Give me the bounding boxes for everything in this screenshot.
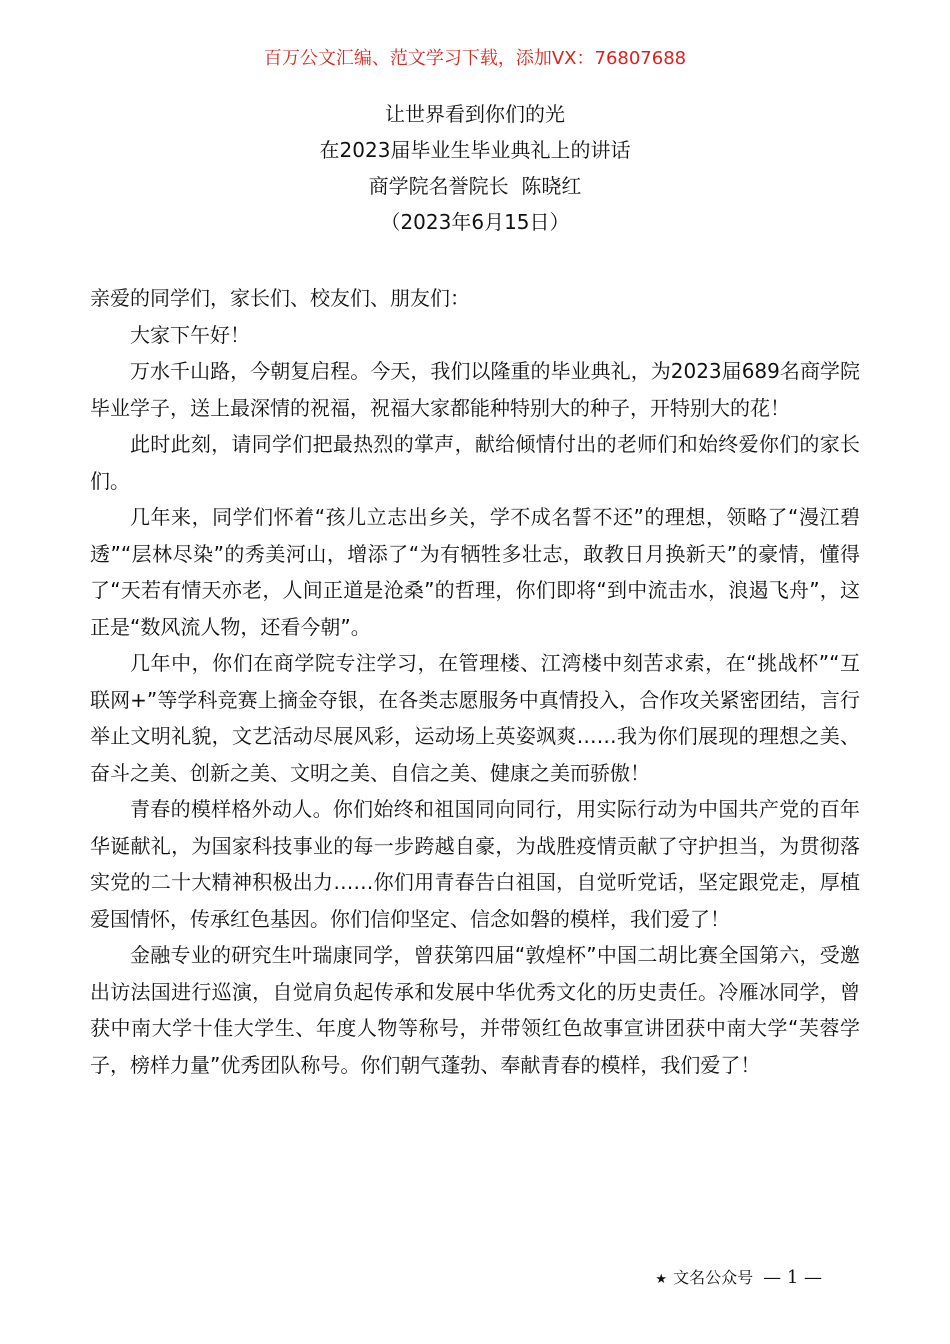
body-paragraph: 金融专业的研究生叶瑞康同学，曾获第四届“敦煌杯”中国二胡比赛全国第六，受邀出访法国进行巡演，自觉肩负起传承和发展中华优秀文化的历史责任。冷雁冰同学，曾获中南大学十佳大学生、年度人物等称号，并带领红色故事宣讲团获中南大学“芙蓉学子，榜样力量”优秀团队称号。你们朝气蓬勃、奉献青春的模样，我们爱了！ (90, 943, 860, 1077)
greeting-paragraph: 大家下午好！ (130, 322, 250, 347)
promo-banner: 百万公文汇编、范文学习下载，添加VX：76807688 (263, 48, 687, 69)
page-footer (655, 1266, 822, 1292)
body-paragraph: 此时此刻，请同学们把最热烈的掌声，献给倾情付出的老师们和始终爱你们的家长们。 (90, 432, 860, 493)
speech-date: （2023年6月15日） (380, 210, 570, 234)
speech-body (90, 280, 860, 1083)
body-paragraph: 几年中，你们在商学院专注学习，在管理楼、江湾楼中刻苦求索，在“挑战杯”“互联网+”等学科竞赛上摘金夺银，在各类志愿服务中真情投入，合作攻关紧密团结，言行举止文明礼貌，文艺活动尽展风彩，运动场上英姿飒爽……我为你们展现的理想之美、奋斗之美、创新之美、文明之美、自信之美、健康之美而骄傲！ (90, 651, 860, 785)
body-paragraph: 几年来，同学们怀着“孩儿立志出乡关，学不成名誓不还”的理想，领略了“漫江碧透”“层林尽染”的秀美河山，增添了“为有牺牲多壮志，敢教日月换新天”的豪情，懂得了“天若有情天亦老，人间正道是沧桑”的哲理，你们即将“到中流击水，浪遏飞舟”，这正是“数风流人物，还看今朝”。 (90, 505, 860, 639)
speech-header (0, 96, 950, 240)
footer-source: 文名公众号 (673, 1268, 754, 1287)
speech-title: 让世界看到你们的光 (385, 102, 565, 126)
salutation: 亲爱的同学们，家长们、校友们、朋友们： (90, 286, 470, 310)
page-number: — 1 — (763, 1267, 822, 1288)
star-icon: ★ (655, 1272, 668, 1287)
speaker-line: 商学院名誉院长 陈晓红 (368, 174, 582, 198)
body-paragraph: 万水千山路，今朝复启程。今天，我们以隆重的毕业典礼，为2023届689名商学院毕业学子，送上最深情的祝福，祝福大家都能种特别大的种子，开特别大的花！ (90, 359, 860, 420)
body-paragraph: 青春的模样格外动人。你们始终和祖国同向同行，用实际行动为中国共产党的百年华诞献礼，为国家科技事业的每一步跨越自豪，为战胜疫情贡献了守护担当，为贯彻落实党的二十大精神积极出力……你们用青春告白祖国，自觉听党话，坚定跟党走，厚植爱国情怀，传承红色基因。你们信仰坚定、信念如磐的模样，我们爱了！ (90, 797, 860, 931)
speech-subtitle: 在2023届毕业生毕业典礼上的讲话 (319, 138, 631, 162)
